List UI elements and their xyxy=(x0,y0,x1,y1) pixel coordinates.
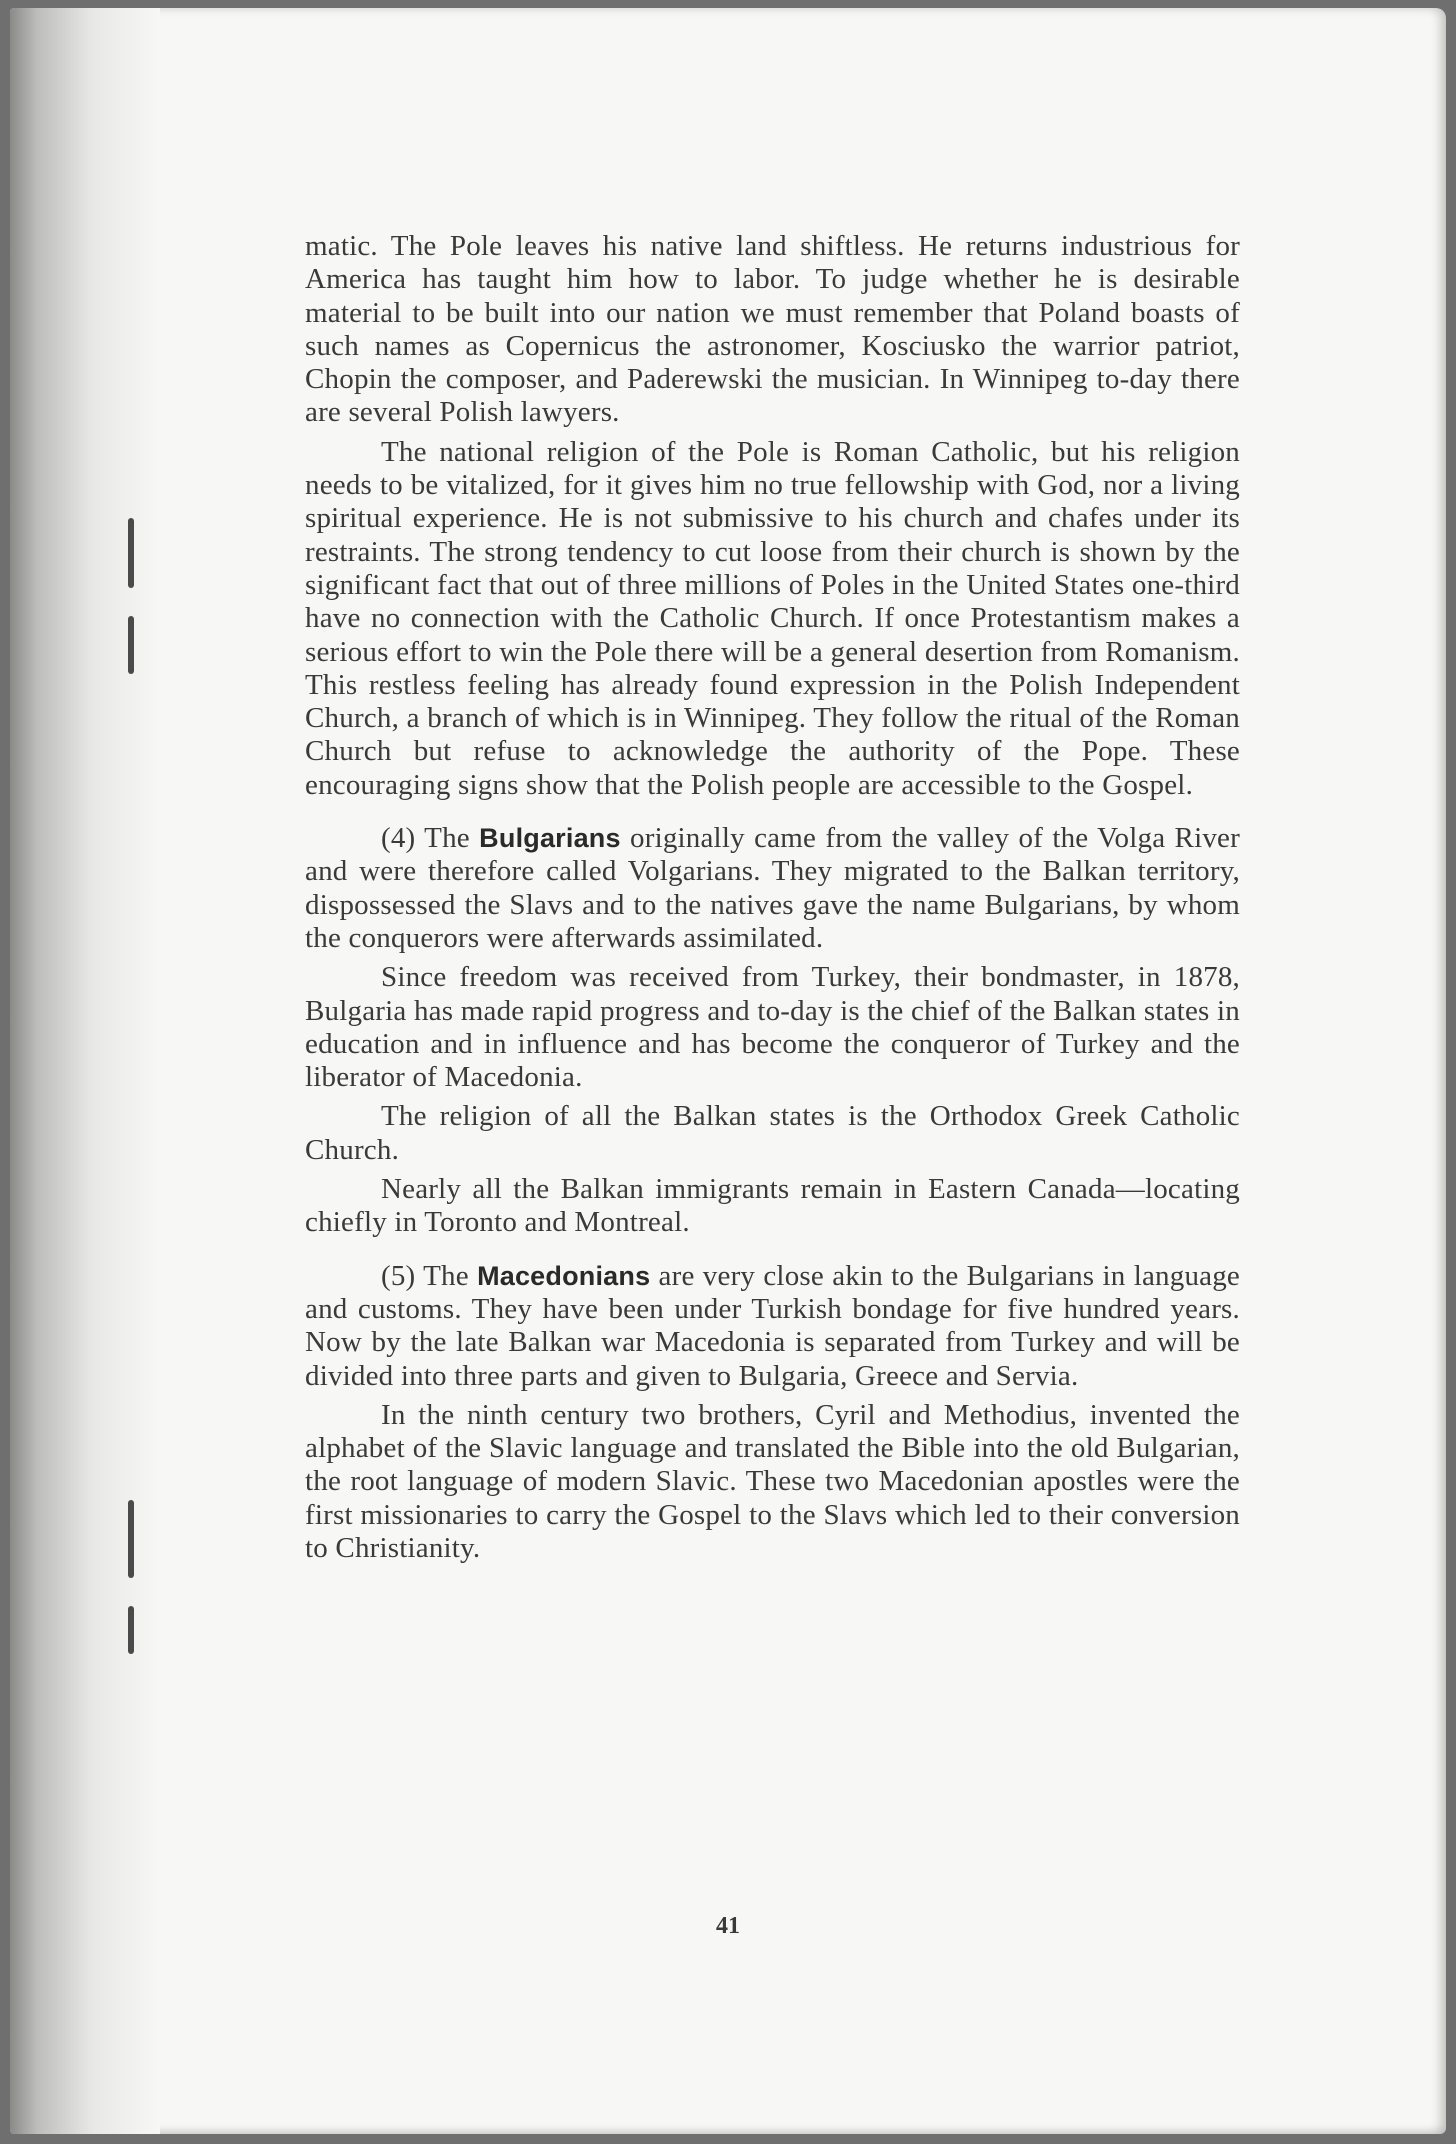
binding-mark xyxy=(128,616,134,674)
section-prefix: (4) The xyxy=(381,822,480,855)
section-keyword: Macedonians xyxy=(477,1260,651,1291)
paragraph: In the ninth century two brothers, Cyril and Methodius, invented the alphabet of the Slavic language and translated the Bible into the old Bulgarian, the root language of modern Slavic. These two Macedonian apostles were the first missionaries to carry the Gospel to the Slavs which led to their conversion to Christianity. xyxy=(305,1398,1240,1564)
paragraph: The religion of all the Balkan states is the Orthodox Greek Catholic Church. xyxy=(305,1100,1240,1166)
paragraph: Since freedom was received from Turkey, their bondmaster, in 1878, Bulgaria has made rapid progress and to-day is the chief of the Balkan states in education and in influence and has become the conqueror of Turkey and the liberator of Macedonia. xyxy=(305,961,1240,1094)
paragraph: Nearly all the Balkan immigrants remain in Eastern Canada—locating chiefly in Toronto and Montreal. xyxy=(305,1173,1240,1239)
binding-mark xyxy=(128,518,134,588)
paragraph: matic. The Pole leaves his native land shiftless. He returns industrious for America has taught him how to labor. To judge whether he is desirable material to be built into our nation we must remember that Poland boasts of such names as Copernicus the astronomer, Kosciusko the warrior patriot, Chopin the composer, and Paderewski the musician. In Winnipeg to-day there are several Polish lawyers. xyxy=(305,230,1240,429)
paragraph-bulgarians xyxy=(305,822,1240,955)
book-page xyxy=(10,8,1446,2134)
page-number: 41 xyxy=(716,1913,740,1939)
paragraph-text: originally came from the valley of the Volga River and were therefore called Volgarians. They migrated to the Balkan territory, dispossessed the Slavs and to the natives gave the name Bulgarians, by whom the conquerors were afterwards assimilated. xyxy=(305,822,1240,954)
binding-mark xyxy=(128,1500,134,1578)
section-keyword: Bulgarians xyxy=(479,823,621,854)
page-gutter-shadow xyxy=(10,8,160,2134)
section-prefix: (5) The xyxy=(381,1259,478,1292)
paragraph-macedonians xyxy=(305,1260,1240,1393)
paragraph-text: are very close akin to the Bulgarians in language and customs. They have been under Turkish bondage for five hundred years. Now by the late Balkan war Macedonia is separated from Turkey and will be divided into three parts and given to Bulgaria, Greece and Servia. xyxy=(305,1259,1240,1392)
binding-mark xyxy=(128,1606,134,1654)
paragraph: The national religion of the Pole is Roman Catholic, but his religion needs to be vitalized, for it gives him no true fellowship with God, nor a living spiritual experience. He is not submissive to his church and chafes under its restraints. The strong tendency to cut loose from their church is shown by the significant fact that out of three millions of Poles in the United States one-third have no connection with the Catholic Church. If once Protestantism makes a serious effort to win the Pole there will be a general desertion from Romanism. This restless feeling has already found expression in the Polish Independent Church, a branch of which is in Winnipeg. They follow the ritual of the Roman Church but refuse to acknowledge the authority of the Pope. These encouraging signs show that the Polish people are accessible to the Gospel. xyxy=(305,435,1240,801)
body-text xyxy=(305,230,1240,1565)
